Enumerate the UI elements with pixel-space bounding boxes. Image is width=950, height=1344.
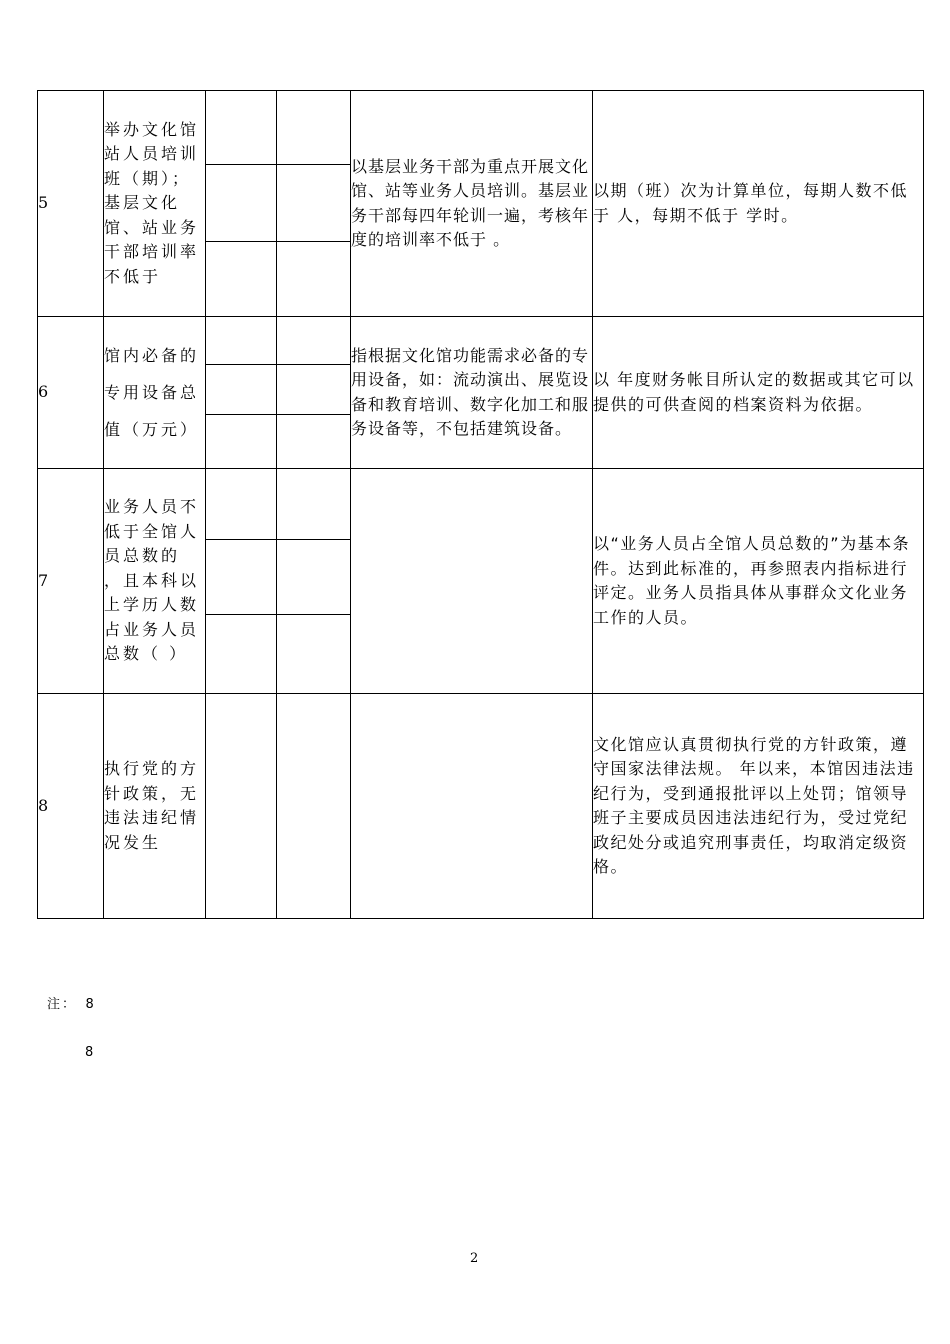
score-cell <box>277 165 351 242</box>
score-cell <box>206 469 277 540</box>
item-name: 业务人员不低于全馆人员总数的 ，且本科以上学历人数占业务人员总数（ ） <box>104 469 206 694</box>
score-cell <box>206 415 277 469</box>
item-description <box>351 469 593 694</box>
score-cell <box>277 615 351 694</box>
score-cell <box>206 317 277 365</box>
footnote-line-2: 8 <box>85 1045 96 1060</box>
score-cell <box>206 365 277 415</box>
item-description: 指根据文化馆功能需求必备的专用设备，如：流动演出、展览设备和教育培训、数字化加工和服务设备等，不包括建筑设备。 <box>351 317 593 469</box>
score-cell <box>277 317 351 365</box>
item-note: 文化馆应认真贯彻执行党的方针政策，遵守国家法律法规。 年以来，本馆因违法违纪行为，受到通报批评以上处罚；馆领导班子主要成员因违法违纪行为，受过党纪政纪处分或追究刑事责任，均取消定级资格。 <box>593 694 924 919</box>
table-row <box>38 694 924 919</box>
score-cell <box>206 615 277 694</box>
item-description: 以基层业务干部为重点开展文化馆、站等业务人员培训。基层业务干部每四年轮训一遍，考核年度的培训率不低于 。 <box>351 91 593 317</box>
item-name: 执行党的方针政策，无违法违纪情况发生 <box>104 694 206 919</box>
score-cell <box>277 415 351 469</box>
table-row <box>38 469 924 540</box>
score-cell <box>206 91 277 165</box>
row-number: 6 <box>38 317 104 469</box>
score-cell <box>206 242 277 317</box>
page-number: 2 <box>470 1251 479 1266</box>
table-row <box>38 317 924 365</box>
score-cell <box>206 165 277 242</box>
item-name: 举办文化馆站人员培训班（期）；基层文化馆、站业务干部培训率不低于 <box>104 91 206 317</box>
item-note: 以“业务人员占全馆人员总数的”为基本条件。达到此标准的，再参照表内指标进行评定。业务人员指具体从事群众文化业务工作的人员。 <box>593 469 924 694</box>
criteria-table <box>37 90 924 919</box>
score-cell <box>277 365 351 415</box>
item-note: 以 年度财务帐目所认定的数据或其它可以提供的可供查阅的档案资料为依据。 <box>593 317 924 469</box>
table-row <box>38 91 924 165</box>
item-description <box>351 694 593 919</box>
row-number: 5 <box>38 91 104 317</box>
row-number: 8 <box>38 694 104 919</box>
item-name: 馆内必备的专用设备总值（万元） <box>104 317 206 469</box>
score-cell <box>277 540 351 615</box>
score-cell <box>206 694 277 919</box>
footnote-line-1: 注： 8 <box>47 997 96 1012</box>
score-cell <box>206 540 277 615</box>
score-cell <box>277 242 351 317</box>
score-cell <box>277 469 351 540</box>
score-cell <box>277 91 351 165</box>
item-note: 以期（班）次为计算单位，每期人数不低于 人，每期不低于 学时。 <box>593 91 924 317</box>
row-number: 7 <box>38 469 104 694</box>
score-cell <box>277 694 351 919</box>
